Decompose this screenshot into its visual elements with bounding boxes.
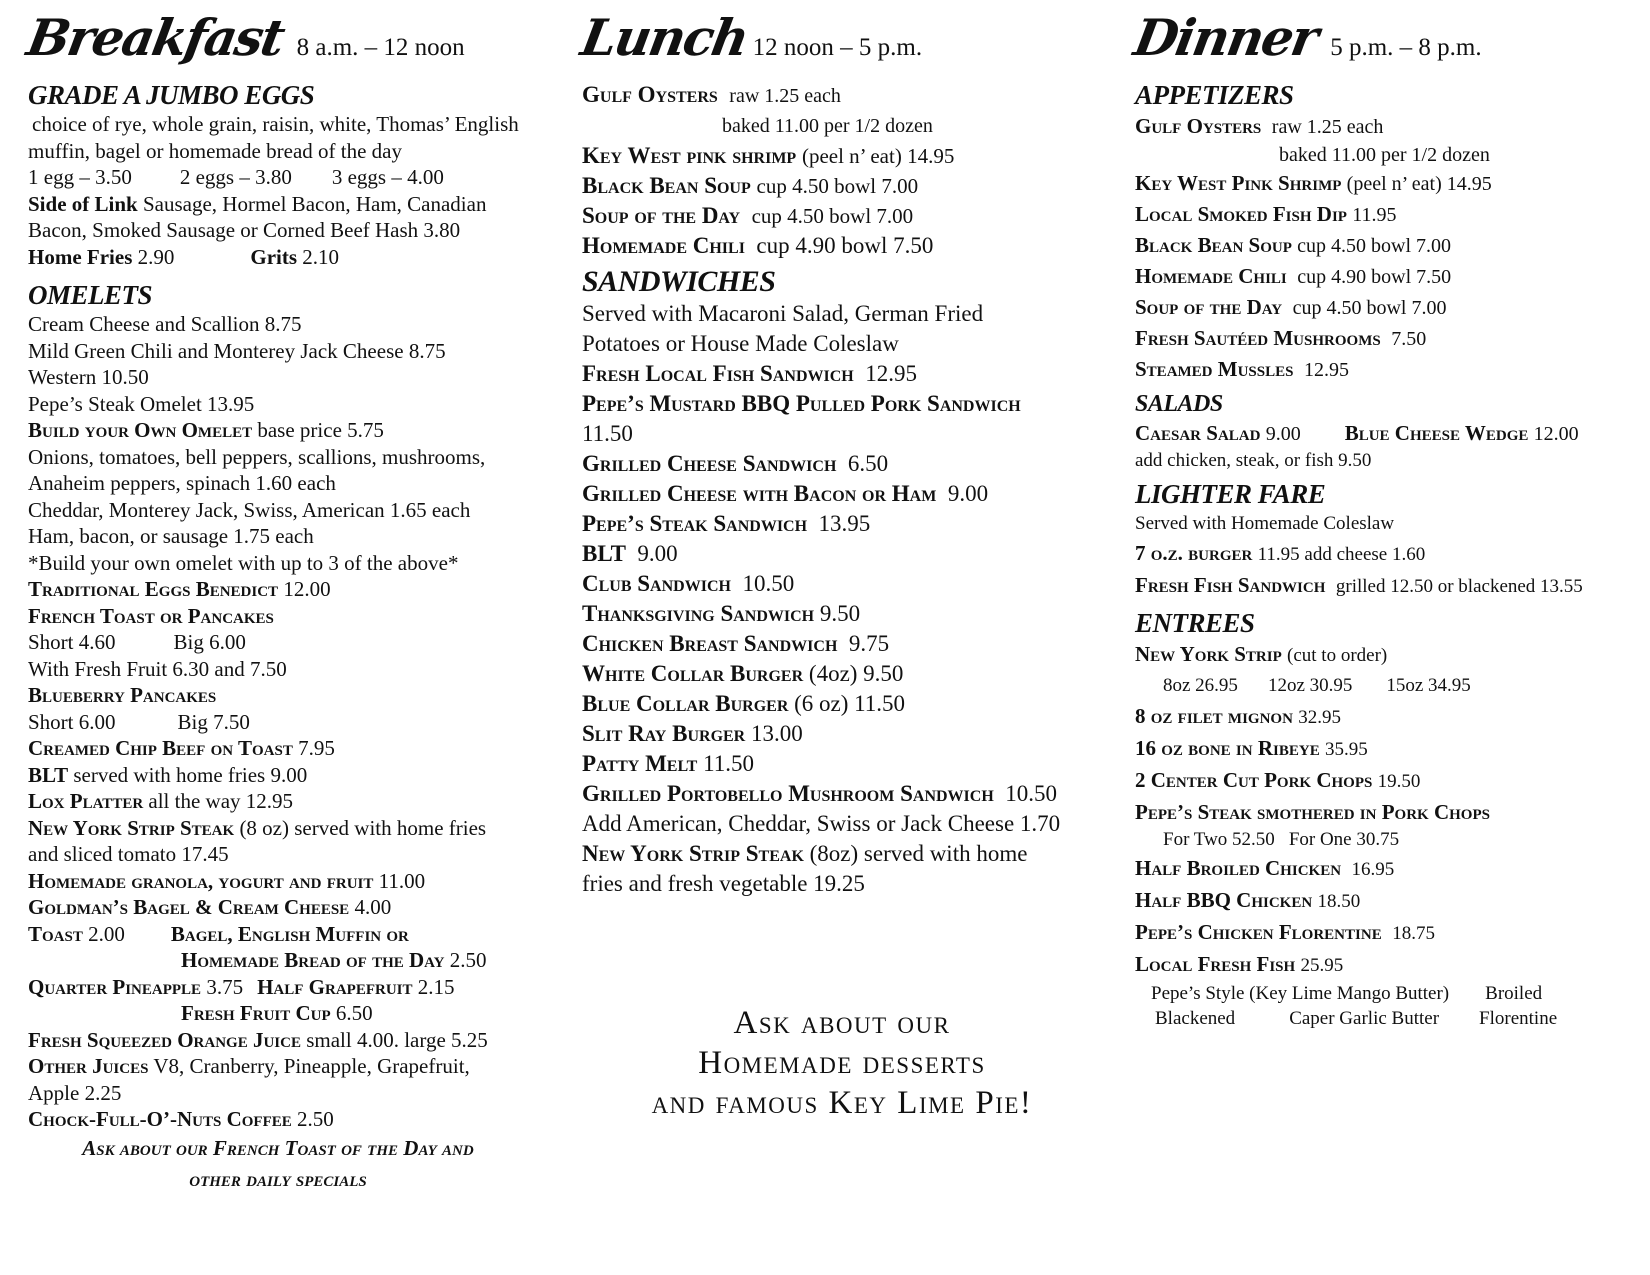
- menu-item: [582, 689, 1102, 719]
- item-desc: baked 11.00 per 1/2 dozen: [722, 115, 933, 137]
- item-price: [28, 709, 528, 736]
- item-price: 6.50: [335, 1001, 373, 1025]
- item-price: 13.95: [818, 511, 871, 536]
- menu-item: [582, 539, 1102, 569]
- item-name: Fresh Fruit Cup: [181, 1001, 331, 1025]
- menu-item: [1135, 354, 1635, 385]
- fish-style-options: [1135, 981, 1635, 1006]
- item-desc: all the way 12.95: [148, 789, 294, 813]
- entrees-heading: ENTREES: [1135, 608, 1255, 638]
- item-price: 4.00: [354, 895, 392, 919]
- lunch-header: [576, 8, 1102, 80]
- item-desc: cup 4.90 bowl 7.50: [756, 233, 934, 258]
- item-name: Bagel, English Muffin or: [170, 921, 409, 946]
- item-desc: cup 4.50 bowl 7.00: [751, 204, 914, 228]
- menu-item: [1135, 230, 1635, 261]
- item-name: Fresh Sautéed Mushrooms: [1135, 326, 1381, 350]
- item-desc: fries and fresh vegetable 19.25: [582, 871, 865, 896]
- menu-item: [28, 894, 528, 921]
- menu-item: Cream Cheese and Scallion 8.75: [28, 312, 302, 336]
- dinner-column: [1129, 8, 1635, 1031]
- omelets-heading: OMELETS: [28, 280, 153, 310]
- item-price: 35.95: [1324, 739, 1368, 760]
- item-desc: Apple 2.25: [28, 1080, 122, 1105]
- item-price: 12.00: [283, 577, 331, 601]
- item-name: Blueberry Pancakes: [28, 683, 217, 707]
- item-name: Soup of the Day: [582, 203, 741, 228]
- item-price: 12.95: [1303, 359, 1349, 381]
- item-name: New York Strip Steak: [28, 815, 235, 840]
- eggs-desc: muffin, bagel or homemade bread of the day: [28, 138, 402, 163]
- item-name: Traditional Eggs Benedict: [28, 577, 279, 601]
- price-15oz: 15oz 34.95: [1386, 675, 1471, 696]
- item-desc: (cut to order): [1287, 645, 1388, 666]
- breakfast-header: [22, 8, 528, 80]
- item-name: Chock-Full-O’-Nuts Coffee: [28, 1107, 292, 1131]
- item-desc: cup 4.50 bowl 7.00: [1292, 297, 1447, 319]
- menu-item: [582, 839, 1102, 869]
- menu-item: [1135, 261, 1635, 292]
- item-name: Creamed Chip Beef on Toast: [28, 736, 293, 760]
- fish-style-options: [1135, 1006, 1635, 1031]
- menu-item: [582, 569, 1102, 599]
- price-for-one: For One 30.75: [1288, 829, 1400, 850]
- menu-item: [582, 389, 1102, 419]
- item-price: (4oz) 9.50: [808, 661, 904, 686]
- item-desc: and sliced tomato 17.45: [28, 842, 229, 866]
- item-price: 13.00: [750, 721, 803, 746]
- eggs-desc: choice of rye, whole grain, raisin, white, Thomas’ English: [32, 112, 519, 136]
- menu-item: Pepe’s Steak Omelet 13.95: [28, 391, 255, 416]
- item-name: Local Smoked Fish Dip: [1135, 202, 1347, 226]
- item-name: Build your Own Omelet: [28, 418, 253, 442]
- item-price: 2.50: [297, 1107, 334, 1131]
- menu-item: [1135, 292, 1635, 323]
- fish-style: Florentine: [1479, 1008, 1558, 1029]
- item-name: Thanksgiving Sandwich: [582, 601, 815, 626]
- item-desc: grilled 12.50 or blackened 13.55: [1335, 576, 1583, 597]
- item-name: Black Bean Soup: [582, 173, 751, 198]
- item-desc: raw 1.25 each: [1271, 116, 1384, 138]
- item-price: 25.95: [1300, 955, 1344, 976]
- menu-item: [1135, 949, 1635, 981]
- item-desc: add chicken, steak, or fish 9.50: [1135, 450, 1372, 471]
- item-desc: cup 4.50 bowl 7.00: [1297, 235, 1452, 257]
- lunch-title: Lunch: [576, 8, 752, 67]
- item-price: [1135, 671, 1635, 701]
- menu-item: [582, 779, 1102, 809]
- item-name: Homemade Chili: [582, 233, 745, 258]
- menu-item: [28, 788, 528, 815]
- menu-item: [582, 659, 1102, 689]
- item-price: 7.95: [298, 736, 335, 760]
- item-name: Pepe’s Steak Sandwich: [582, 511, 808, 536]
- menu-item: [582, 141, 1102, 171]
- item-name: Homemade granola, yogurt and fruit: [28, 868, 374, 893]
- breakfast-hours: 8 a.m. – 12 noon: [296, 34, 465, 61]
- item-price: 6.50: [847, 451, 889, 476]
- item-price: 11.50: [703, 751, 754, 776]
- salads-heading: SALADS: [1135, 391, 1223, 417]
- item-price: 2.10: [302, 244, 340, 269]
- menu-item: [582, 449, 1102, 479]
- item-name: New York Strip Steak: [582, 841, 804, 866]
- item-price: 9.75: [848, 631, 890, 656]
- item-name: Side of Link: [28, 191, 138, 216]
- item-name: Local Fresh Fish: [1135, 952, 1296, 976]
- menu-item: [582, 171, 1102, 201]
- menu-item: [28, 682, 528, 709]
- item-price: 10.50: [1005, 781, 1058, 806]
- item-name: Gulf Oysters: [582, 82, 718, 107]
- menu-item: [1135, 853, 1635, 885]
- menu-item: [582, 359, 1102, 389]
- item-name: Steamed Mussles: [1135, 357, 1294, 381]
- menu-item: [582, 80, 1102, 111]
- item-name: Lox Platter: [28, 789, 144, 813]
- item-desc: With Fresh Fruit 6.30 and 7.50: [28, 656, 287, 681]
- item-desc: Add American, Cheddar, Swiss or Jack Cheese 1.70: [582, 811, 1061, 836]
- item-name: Blue Collar Burger: [582, 691, 789, 716]
- item-name: Half Broiled Chicken: [1135, 856, 1342, 880]
- item-desc: (peel n’ eat) 14.95: [801, 144, 955, 168]
- menu-item: [1135, 639, 1635, 671]
- menu-item: [28, 762, 528, 789]
- dinner-hours: 5 p.m. – 8 p.m.: [1330, 34, 1482, 61]
- item-desc: baked 11.00 per 1/2 dozen: [1279, 144, 1490, 166]
- lighter-fare-heading: LIGHTER FARE: [1135, 479, 1326, 509]
- menu-item: [28, 735, 528, 762]
- item-price: (6 oz) 11.50: [794, 691, 906, 716]
- item-desc: (peel n’ eat) 14.95: [1346, 173, 1492, 195]
- item-name: White Collar Burger: [582, 661, 804, 686]
- menu-item: [1135, 885, 1635, 917]
- item-price: 16.95: [1351, 859, 1395, 880]
- item-name: Grilled Cheese Sandwich: [582, 451, 837, 476]
- item-desc: V8, Cranberry, Pineapple, Grapefruit,: [153, 1054, 470, 1078]
- price-big: Big 7.50: [177, 709, 250, 734]
- item-name: Key West Pink Shrimp: [1135, 171, 1342, 195]
- item-name: 8 oz filet mignon: [1135, 704, 1293, 728]
- item-desc: (8oz) served with home: [809, 841, 1028, 866]
- menu-item: [28, 1027, 528, 1054]
- item-price: 32.95: [1298, 707, 1341, 728]
- item-price: 18.75: [1392, 923, 1435, 944]
- menu-item: [1135, 701, 1635, 733]
- item-desc: (8 oz) served with home fries: [239, 815, 487, 840]
- item-name: Key West pink shrimp: [582, 143, 797, 168]
- menu-item: [28, 191, 528, 218]
- eggs-heading: GRADE A JUMBO EGGS: [28, 80, 315, 110]
- item-name: Homemade Chili: [1135, 264, 1287, 288]
- item-name: Soup of the Day: [1135, 295, 1283, 319]
- menu-item: [1135, 765, 1635, 797]
- item-price: 10.50: [742, 571, 795, 596]
- item-price: 2.00: [88, 921, 125, 946]
- item-desc: Sausage, Hormel Bacon, Ham, Canadian: [142, 191, 487, 216]
- menu-item: [28, 417, 528, 444]
- item-price: 7.50: [1391, 328, 1427, 350]
- dinner-header: [1129, 8, 1635, 80]
- item-name: Pepe’s Mustard BBQ Pulled Pork Sandwich: [582, 391, 1021, 416]
- dinner-title: Dinner: [1129, 8, 1322, 67]
- item-name: Goldman’s Bagel & Cream Cheese: [28, 895, 350, 919]
- item-name: Blue Cheese Wedge: [1344, 421, 1529, 445]
- sandwiches-heading: SANDWICHES: [582, 265, 776, 298]
- menu-item: [582, 599, 1102, 629]
- item-name: Fresh Squeezed Orange Juice: [28, 1027, 301, 1052]
- lunch-column: [576, 8, 1102, 899]
- item-name: Caesar Salad: [1135, 421, 1261, 445]
- item-price: 11.95: [1352, 204, 1397, 226]
- item-desc: raw 1.25 each: [729, 85, 841, 107]
- fish-style: Broiled: [1485, 983, 1543, 1004]
- item-price: 12.95: [865, 361, 917, 386]
- menu-item: [28, 603, 528, 630]
- item-price: 11.00: [378, 868, 426, 893]
- menu-item: [1135, 168, 1635, 199]
- item-price: 9.00: [637, 541, 678, 566]
- menu-item: [582, 719, 1102, 749]
- item-name: Other Juices: [28, 1054, 149, 1078]
- item-desc: 11.95 add cheese 1.60: [1257, 544, 1426, 565]
- menu-item: [1135, 199, 1635, 230]
- price-for-two: For Two 52.50: [1163, 829, 1275, 850]
- menu-item: [582, 201, 1102, 231]
- price-short: Short 6.00: [28, 709, 116, 734]
- item-name: French Toast or Pancakes: [28, 603, 274, 628]
- menu-item: [582, 509, 1102, 539]
- item-name: Black Bean Soup: [1135, 233, 1292, 257]
- item-name: Fresh Fish Sandwich: [1135, 573, 1326, 597]
- item-name: Homemade Bread of the Day: [181, 948, 445, 972]
- item-desc: Anaheim peppers, spinach 1.60 each: [28, 471, 336, 495]
- breakfast-title: Breakfast: [22, 8, 288, 67]
- item-desc: cup 4.90 bowl 7.50: [1297, 266, 1452, 288]
- item-price: 12.00: [1533, 423, 1579, 445]
- item-name: Pepe’s Steak smothered in Pork Chops: [1135, 800, 1490, 824]
- item-name: 16 oz bone in Ribeye: [1135, 736, 1320, 760]
- item-name: Patty Melt: [582, 751, 698, 776]
- menu-item: [582, 479, 1102, 509]
- item-name: Toast: [28, 921, 83, 946]
- menu-item: [1135, 570, 1635, 602]
- menu-item: [28, 815, 528, 842]
- promo-line: Ask about our: [733, 1005, 951, 1041]
- price-big: Big 6.00: [173, 630, 246, 654]
- menu-item: [28, 244, 528, 271]
- item-name: Half Grapefruit: [257, 974, 413, 999]
- item-price: 11.50: [582, 421, 633, 446]
- menu-item: [28, 1000, 528, 1027]
- menu-item: [28, 576, 528, 603]
- egg-price-2: 2 eggs – 3.80: [179, 165, 292, 189]
- menu-item: Western 10.50: [28, 365, 149, 389]
- item-desc: Onions, tomatoes, bell peppers, scallions, mushrooms,: [28, 444, 486, 469]
- item-name: Club Sandwich: [582, 571, 731, 596]
- egg-price-3: 3 eggs – 4.00: [331, 165, 444, 189]
- dessert-promo: [582, 1003, 1102, 1123]
- item-price: [28, 629, 528, 656]
- item-price: 2.50: [449, 948, 487, 972]
- item-name: BLT: [582, 541, 626, 566]
- menu-item: [1135, 111, 1635, 142]
- price-short: Short 4.60: [28, 630, 116, 654]
- item-price: 19.50: [1377, 771, 1421, 792]
- item-name: 2 Center Cut Pork Chops: [1135, 768, 1373, 792]
- specials-note: Ask about our French Toast of the Day and: [82, 1135, 474, 1160]
- item-name: Half BBQ Chicken: [1135, 888, 1313, 912]
- menu-item: [1135, 538, 1635, 570]
- egg-price-1: 1 egg – 3.50: [28, 165, 132, 189]
- item-name: 7 o.z. burger: [1135, 541, 1253, 565]
- item-desc: Served with Macaroni Salad, German Fried: [582, 301, 984, 326]
- item-name: New York Strip: [1135, 642, 1282, 666]
- item-price: 2.90: [137, 244, 175, 269]
- item-price: 18.50: [1317, 891, 1361, 912]
- item-price: 9.50: [819, 601, 861, 626]
- promo-line: Homemade desserts: [698, 1045, 986, 1081]
- menu-item: [1135, 797, 1635, 827]
- fish-style: Pepe’s Style (Key Lime Mango Butter): [1151, 983, 1450, 1004]
- item-name: Fresh Local Fish Sandwich: [582, 361, 854, 386]
- specials-note: other daily specials: [189, 1166, 367, 1191]
- appetizers-heading: APPETIZERS: [1135, 80, 1294, 110]
- item-price: 2.15: [417, 974, 455, 999]
- item-price: 9.00: [1265, 423, 1301, 445]
- fish-style: Blackened: [1155, 1008, 1236, 1029]
- item-desc: cup 4.50 bowl 7.00: [756, 174, 919, 198]
- item-name: BLT: [28, 762, 69, 787]
- item-desc: Cheddar, Monterey Jack, Swiss, American 1.65 each: [28, 497, 471, 522]
- item-desc: Potatoes or House Made Coleslaw: [582, 331, 899, 356]
- item-desc: Ham, bacon, or sausage 1.75 each: [28, 524, 314, 548]
- price-8oz: 8oz 26.95: [1163, 675, 1238, 696]
- menu-item: [28, 868, 528, 895]
- item-desc: small 4.00. large 5.25: [306, 1027, 488, 1052]
- menu-item: [28, 1106, 528, 1133]
- item-name: Gulf Oysters: [1135, 114, 1262, 138]
- menu-item: [28, 947, 528, 974]
- menu-item: [1135, 323, 1635, 354]
- menu-item: [582, 749, 1102, 779]
- menu-item: Mild Green Chili and Monterey Jack Cheese 8.75: [28, 338, 446, 363]
- item-name: Quarter Pineapple: [28, 974, 202, 999]
- item-name: Grilled Portobello Mushroom Sandwich: [582, 781, 994, 806]
- egg-prices: [28, 164, 528, 191]
- menu-item: [1135, 418, 1635, 449]
- item-desc: Bacon, Smoked Sausage or Corned Beef Hash 3.80: [28, 218, 461, 242]
- item-name: Pepe’s Chicken Florentine: [1135, 920, 1382, 944]
- item-name: Home Fries: [28, 244, 133, 269]
- menu-item: [28, 1053, 528, 1080]
- item-price: 3.75: [206, 974, 244, 999]
- item-desc: *Build your own omelet with up to 3 of the above*: [28, 550, 459, 575]
- item-name: Grilled Cheese with Bacon or Ham: [582, 481, 937, 506]
- menu-item: [582, 629, 1102, 659]
- item-desc: served with home fries 9.00: [73, 762, 308, 787]
- breakfast-column: [22, 8, 528, 1195]
- menu-item: [28, 974, 528, 1001]
- item-price: [1135, 827, 1635, 853]
- menu-item: [582, 231, 1102, 261]
- item-price: base price 5.75: [257, 418, 384, 442]
- item-desc: Served with Homemade Coleslaw: [1135, 513, 1395, 534]
- fish-style: Caper Garlic Butter: [1289, 1008, 1440, 1029]
- item-price: 9.00: [947, 481, 989, 506]
- menu-item: [28, 921, 528, 948]
- price-12oz: 12oz 30.95: [1267, 675, 1353, 696]
- menu-item: [1135, 733, 1635, 765]
- item-name: Grits: [250, 244, 298, 269]
- menu-item: [1135, 917, 1635, 949]
- item-name: Slit Ray Burger: [582, 721, 746, 746]
- promo-line: and famous Key Lime Pie!: [651, 1085, 1033, 1121]
- lunch-hours: 12 noon – 5 p.m.: [752, 34, 923, 61]
- item-name: Chicken Breast Sandwich: [582, 631, 838, 656]
